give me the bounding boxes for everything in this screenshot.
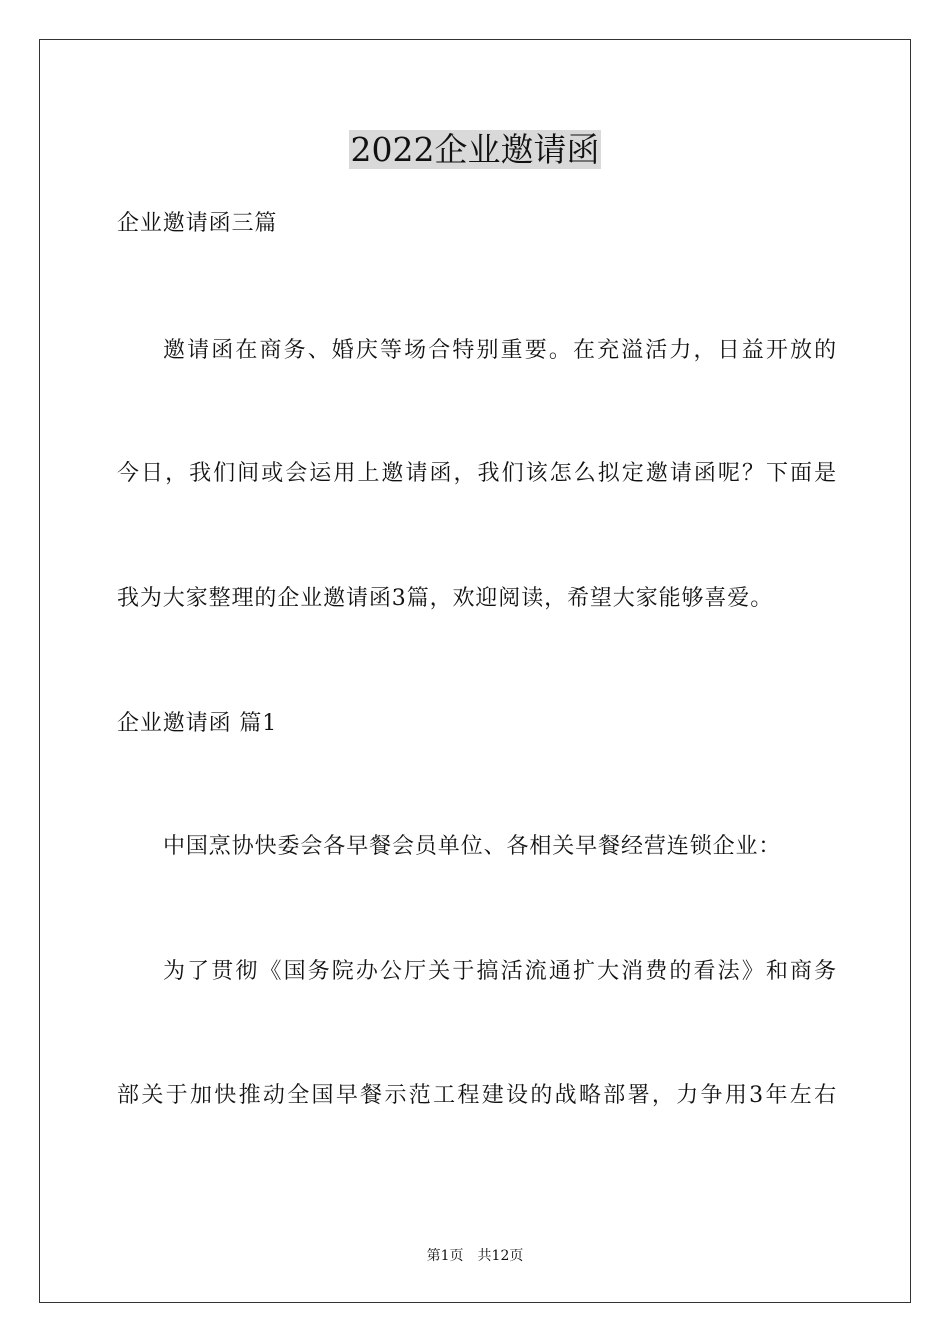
paragraph-line: 今日，我们间或会运用上邀请函，我们该怎么拟定邀请函呢？下面是 [117,461,837,486]
paragraph-line: 我为大家整理的企业邀请函3篇，欢迎阅读，希望大家能够喜爱。 [117,586,774,611]
document-title-text: 2022企业邀请函 [350,130,600,169]
paragraph-line: 邀请函在商务、婚庆等场合特别重要。在充溢活力，日益开放的 [163,338,837,363]
document-title [0,124,950,176]
paragraph-line: 为了贯彻《国务院办公厅关于搞活流通扩大消费的看法》和商务 [163,959,837,984]
page-footer: 第1页 共12页 [426,1248,524,1264]
subtitle-line: 企业邀请函三篇 [117,211,278,236]
section-heading: 企业邀请函 篇1 [117,711,278,736]
paragraph-line: 中国烹协快委会各早餐会员单位、各相关早餐经营连锁企业： [163,834,782,859]
paragraph-line: 部关于加快推动全国早餐示范工程建设的战略部署，力争用3年左右 [117,1083,837,1108]
